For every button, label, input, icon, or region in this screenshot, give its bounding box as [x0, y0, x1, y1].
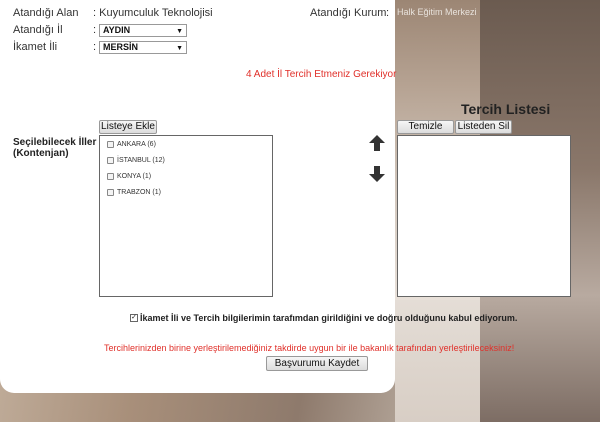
residence-province-select[interactable]	[99, 41, 187, 54]
list-item[interactable]: TRABZON (1)	[107, 189, 161, 196]
placement-warning: Tercihlerinizden birine yerleştirilemediğiniz takdirde uygun bir ile bakanlık tarafından yerleştirileceksiniz!	[104, 343, 515, 353]
residence-province-label: İkamet İli	[13, 41, 58, 53]
assigned-province-selected: AYDIN	[103, 25, 131, 35]
assigned-institution-sep: :	[386, 7, 390, 19]
list-item[interactable]: İSTANBUL (12)	[107, 157, 165, 164]
assigned-field-value: : Kuyumculuk Teknolojisi	[93, 7, 213, 19]
consent-row[interactable]	[130, 313, 517, 323]
assigned-field-label: Atandığı Alan	[13, 7, 79, 19]
residence-province-selected: MERSİN	[103, 42, 139, 52]
assigned-province-label: Atandığı İl	[13, 24, 63, 36]
add-to-list-button[interactable]: Listeye Ekle	[99, 120, 157, 134]
chevron-down-icon: ▼	[176, 28, 183, 35]
selectable-provinces-label: Seçilebilecek İller	[13, 137, 97, 148]
checkbox[interactable]	[107, 157, 114, 164]
checkbox[interactable]	[107, 173, 114, 180]
checkbox[interactable]	[107, 141, 114, 148]
list-item[interactable]: ANKARA (6)	[107, 141, 156, 148]
preference-list-title: Tercih Listesi	[461, 101, 551, 117]
remove-from-list-button[interactable]: Listeden Sil	[455, 120, 512, 134]
save-application-button[interactable]: Başvurumu Kaydet	[266, 356, 368, 371]
assigned-institution-label: Atandığı Kurum	[310, 7, 387, 19]
list-item[interactable]: KONYA (1)	[107, 173, 151, 180]
required-count-notice: 4 Adet İl Tercih Etmeniz Gerekiyor	[246, 69, 397, 80]
selectable-provinces-list[interactable]	[99, 135, 273, 297]
checkbox[interactable]	[107, 189, 114, 196]
assigned-institution-value: Halk Eğitim Merkezi	[397, 7, 477, 17]
arrow-up-icon[interactable]	[368, 134, 386, 157]
assigned-province-sep: :	[93, 24, 97, 36]
residence-province-sep: :	[93, 41, 97, 53]
consent-text: İkamet İli ve Tercih bilgilerimin tarafımdan girildiğini ve doğru olduğunu kabul ediyorum.	[140, 313, 518, 323]
consent-checkbox[interactable]: ✓	[131, 314, 137, 321]
assigned-province-select[interactable]	[99, 24, 187, 37]
clear-button[interactable]: Temizle	[397, 120, 454, 134]
preference-list[interactable]	[397, 135, 571, 297]
arrow-down-icon[interactable]	[368, 165, 386, 188]
quota-label: (Kontenjan)	[13, 148, 69, 159]
chevron-down-icon: ▼	[176, 45, 183, 52]
